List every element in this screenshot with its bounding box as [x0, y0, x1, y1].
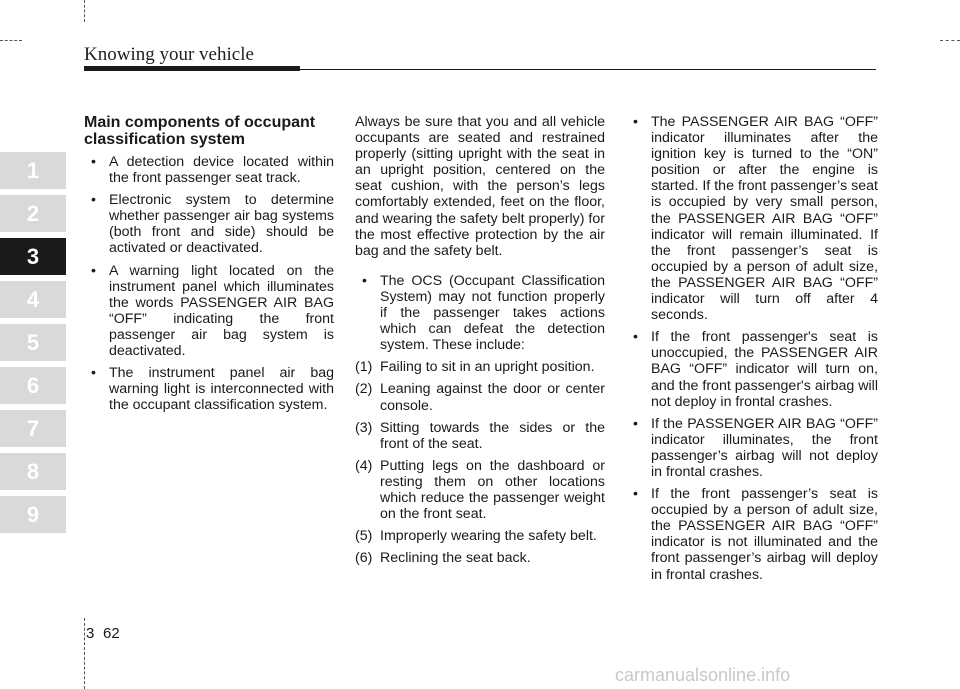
bullet-adult-size-occupant: • If the front passenger’s seat is occupied by a person of adult size, the PASSENGER AIR BAG “OFF” indicator is not illuminated and the front passenger’s airbag will deploy in frontal crashes. [626, 486, 878, 583]
list-text: Sitting towards the sides or the front of the seat. [380, 419, 605, 452]
chapter-tab-7[interactable]: 7 [0, 410, 66, 447]
list-text: Reclining the seat back. [380, 550, 531, 567]
column-seating-guidance [355, 114, 605, 572]
list-item [355, 458, 605, 522]
bullet-indicator-after-ignition: • The PASSENGER AIR BAG “OFF” indicator illuminates after the ignition key is turned to the “ON” position or after the engine is started. If the front passenger’s seat is occupied by very small person, the PASSENGER AIR BAG “OFF” indicator will remain illuminated. If the front passenger’s seat is occupied by a person of adult size, the PASSENGER AIR BAG “OFF” indicator will turn off after 4 seconds. [626, 114, 878, 323]
list-number: (4) [355, 457, 373, 474]
list-item [355, 420, 605, 452]
list-text: Putting legs on the dashboard or resting them on other locations which reduce the passenger weight on the front seat. [380, 457, 605, 523]
list-item [355, 550, 605, 566]
list-number: (6) [355, 550, 373, 567]
bullet-ocs: • The OCS (Occupant Classification System) may not function properly if the passenger takes actions which can defeat the detection system. These include: [355, 273, 605, 353]
page-header-title: Knowing your vehicle [84, 44, 254, 65]
chapter-tab-4[interactable]: 4 [0, 281, 66, 318]
header-rule-thick [84, 66, 300, 71]
crop-mark-right [940, 40, 960, 41]
bullet-detection-device: • A detection device located within the front passenger seat track. [84, 154, 334, 186]
chapter-tab-9[interactable]: 9 [0, 496, 66, 533]
list-item [355, 528, 605, 544]
crop-mark-bottom [84, 618, 85, 689]
list-text: Failing to sit in an upright position. [380, 359, 595, 376]
chapter-tab-6[interactable]: 6 [0, 367, 66, 404]
bullet-instrument-panel: • The instrument panel air bag warning light is interconnected with the occupant classification system. [84, 365, 334, 413]
footer-page-number: 62 [103, 625, 120, 642]
list-number: (5) [355, 528, 373, 545]
section-heading: Main components of occupant classification system [84, 114, 316, 148]
bullet-electronic-system: • Electronic system to determine whether passenger air bag systems (both front and side) should be activated or deactivated. [84, 192, 334, 256]
list-number: (1) [355, 359, 373, 376]
bullet-seat-unoccupied: • If the front passenger's seat is unoccupied, the PASSENGER AIR BAG “OFF” indicator will turn on, and the front passenger's airbag will not deploy in frontal crashes. [626, 329, 878, 409]
list-number: (3) [355, 419, 373, 436]
bullet-warning-light: • A warning light located on the instrument panel which illuminates the words PASSENGER AIR BAG “OFF” indicating the front passenger air bag system is deactivated. [84, 263, 334, 360]
crop-mark-top [84, 0, 85, 22]
list-item [355, 359, 605, 375]
header-rule-thin [300, 69, 876, 70]
list-text: Leaning against the door or center console. [380, 381, 605, 414]
intro-paragraph: Always be sure that you and all vehicle occupants are seated and restrained properly (sitting upright with the seat in an upright position, centered on the seat cushion, with the person’s legs comfortably extended, feet on the floor, and wearing the safety belt properly) for the most effective protection by the air bag and the safety belt. [355, 114, 605, 259]
chapter-tab-8[interactable]: 8 [0, 453, 66, 490]
list-number: (2) [355, 381, 373, 398]
footer-section-number: 3 [86, 625, 95, 642]
watermark: carmanualsonline.info [615, 665, 791, 685]
list-item [355, 381, 605, 413]
chapter-tab-1[interactable]: 1 [0, 152, 66, 189]
column-occupant-classification [84, 114, 334, 419]
column-indicator-behavior [626, 114, 878, 589]
chapter-tab-5[interactable]: 5 [0, 324, 66, 361]
chapter-tab-3-active[interactable]: 3 [0, 238, 66, 275]
crop-mark-left [0, 40, 22, 41]
bullet-indicator-illuminates: • If the PASSENGER AIR BAG “OFF” indicator illuminates, the front passenger’s airbag will not deploy in frontal crashes. [626, 416, 878, 480]
chapter-tab-2[interactable]: 2 [0, 195, 66, 232]
list-text: Improperly wearing the safety belt. [380, 528, 597, 545]
